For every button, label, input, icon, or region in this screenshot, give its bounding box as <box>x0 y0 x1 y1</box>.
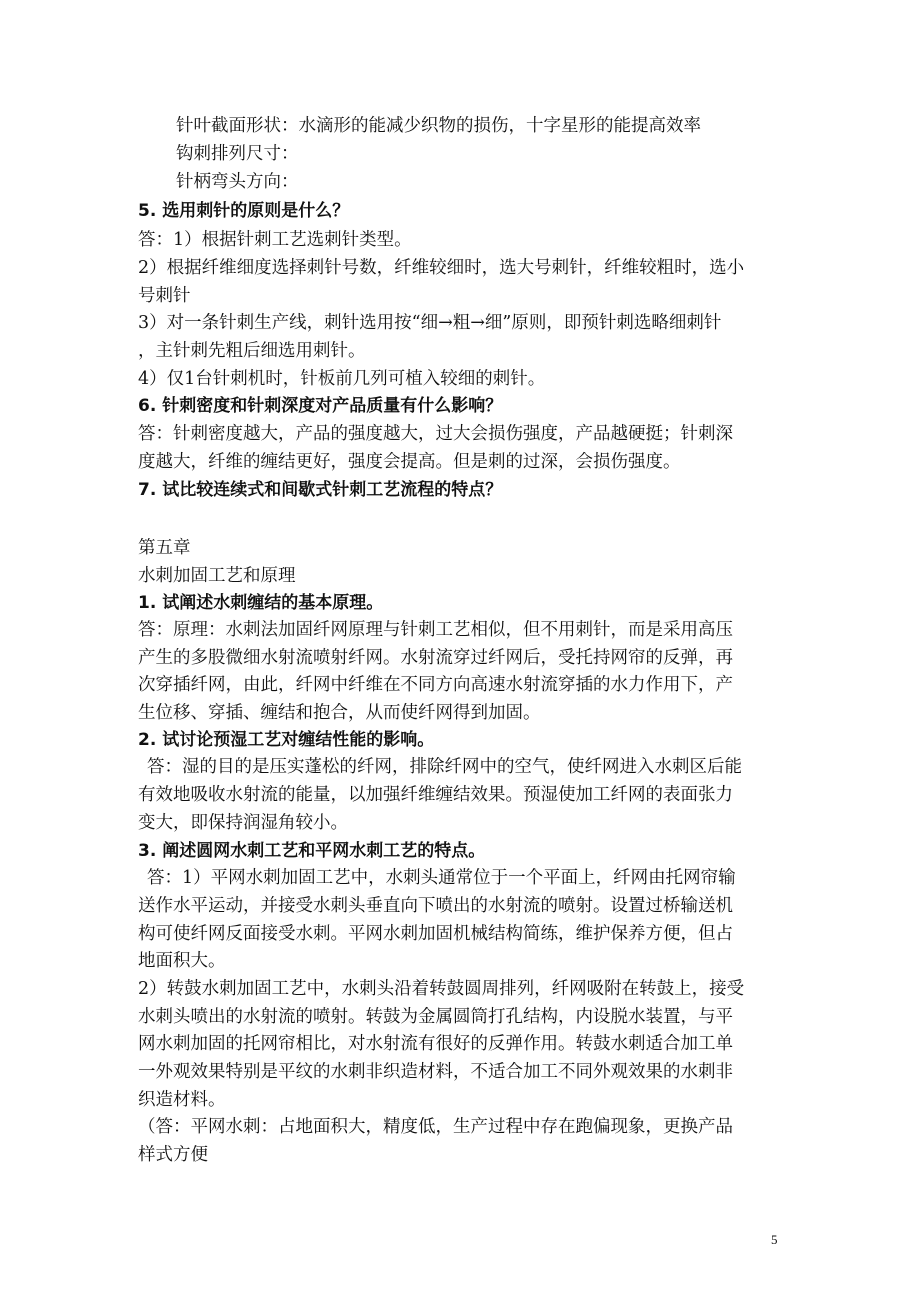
text-line: 4）仅1台针刺机时，针板前几列可植入较细的刺针。 <box>138 369 546 389</box>
text-line: ，主针刺先粗后细选用刺针。 <box>138 341 366 361</box>
text-line: 2）根据纤维细度选择刺针号数，纤维较细时，选大号刺针，纤维较粗时，选小 <box>138 258 745 278</box>
question-heading: 6. 针刺密度和针刺深度对产品质量有什么影响？ <box>138 396 503 416</box>
text-line: 织造材料。 <box>138 1090 226 1110</box>
text-line: 产生的多股微细水射流喷射纤网。水射流穿过纤网后，受托持网帘的反弹，再 <box>138 648 733 668</box>
text-line: 地面积大。 <box>138 951 226 971</box>
page-number: 5 <box>771 1232 778 1247</box>
text-line: 样式方便 <box>138 1145 208 1165</box>
text-line: 度越大，纤维的缠结更好，强度会提高。但是刺的过深，会损伤强度。 <box>138 452 681 472</box>
text-line: 2）转鼓水刺加固工艺中，水刺头沿着转鼓圆周排列，纤网吸附在转鼓上，接受 <box>138 979 745 999</box>
text-line: （答：平网水刺：占地面积大，精度低，生产过程中存在跑偏现象，更换产品 <box>138 1117 733 1137</box>
text-line: 针叶截面形状：水滴形的能减少织物的损伤，十字星形的能提高效率 <box>176 116 701 136</box>
text-line: 钩刺排列尺寸： <box>176 144 299 164</box>
text-line: 号刺针 <box>138 286 191 306</box>
text-line: 次穿插纤网，由此，纤网中纤维在不同方向高速水射流穿插的水力作用下，产 <box>138 675 733 695</box>
question-heading: 3. 阐述圆网水刺工艺和平网水刺工艺的特点。 <box>138 841 486 861</box>
text-line: 构可使纤网反面接受水刺。平网水刺加固机械结构简练，维护保养方便，但占 <box>138 924 733 944</box>
text-line: 答：1）平网水刺加固工艺中，水刺头通常位于一个平面上，纤网由托网帘输 <box>147 868 736 888</box>
question-heading: 5. 选用刺针的原则是什么？ <box>138 201 350 221</box>
chapter-title: 第五章 <box>138 538 191 558</box>
text-line: 答：针刺密度越大，产品的强度越大，过大会损伤强度，产品越硬挺；针刺深 <box>138 424 733 444</box>
question-heading: 2. 试讨论预湿工艺对缠结性能的影响。 <box>138 730 435 750</box>
question-heading: 7. 试比较连续式和间歇式针刺工艺流程的特点？ <box>138 480 503 500</box>
text-line: 变大，即保持润湿角较小。 <box>138 813 348 833</box>
text-line: 网水刺加固的托网帘相比，对水射流有很好的反弹作用。转鼓水刺适合加工单 <box>138 1034 733 1054</box>
text-line: 答：原理：水刺法加固纤网原理与针刺工艺相似，但不用刺针，而是采用高压 <box>138 620 733 640</box>
text-line: 针柄弯头方向： <box>176 172 299 192</box>
text-line: 有效地吸收水射流的能量，以加强纤维缠结效果。预湿使加工纤网的表面张力 <box>138 785 733 805</box>
text-line: 一外观效果特别是平纹的水刺非织造材料，不适合加工不同外观效果的水刺非 <box>138 1062 733 1082</box>
text-line: 水刺头喷出的水射流的喷射。转鼓为金属圆筒打孔结构，内设脱水装置，与平 <box>138 1007 733 1027</box>
text-line: 答：1）根据针刺工艺选刺针类型。 <box>138 230 412 250</box>
text-line: 3）对一条针刺生产线，刺针选用按“细→粗→细”原则，即预针刺选略细刺针 <box>138 313 722 333</box>
question-heading: 1. 试阐述水刺缠结的基本原理。 <box>138 593 384 613</box>
text-line: 生位移、穿插、缠结和抱合，从而使纤网得到加固。 <box>138 703 541 723</box>
section-title: 水刺加固工艺和原理 <box>138 566 296 586</box>
text-line: 送作水平运动，并接受水刺头垂直向下喷出的水射流的喷射。设置过桥输送机 <box>138 896 733 916</box>
text-line: 答：湿的目的是压实蓬松的纤网，排除纤网中的空气，使纤网进入水刺区后能 <box>147 757 742 777</box>
